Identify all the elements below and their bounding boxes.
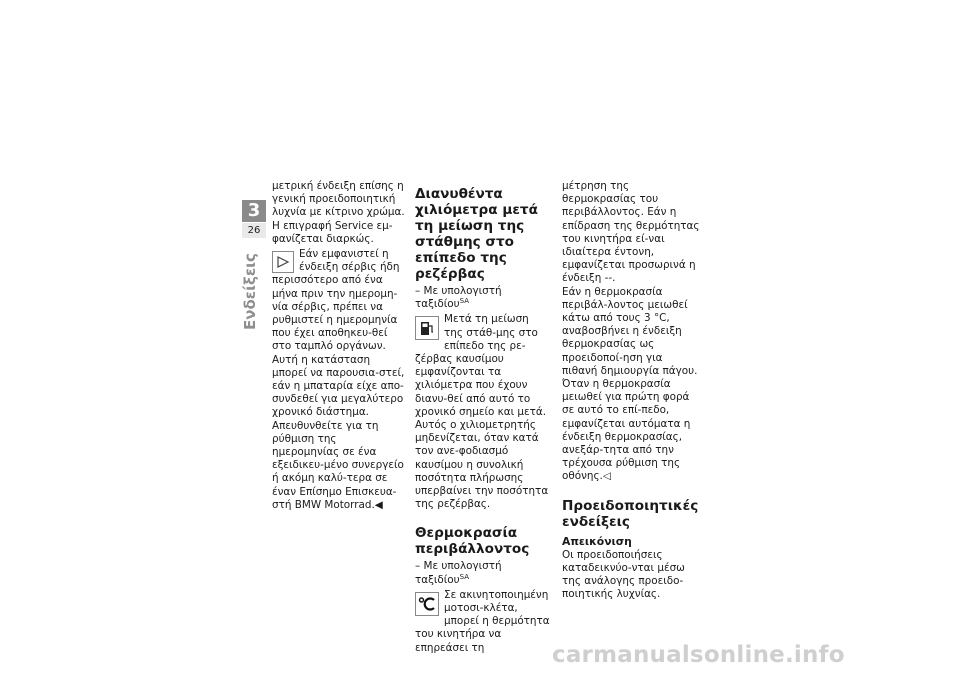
page-tab — [242, 200, 266, 238]
column-3 — [562, 180, 700, 601]
paragraph: Οι προειδοποιήσεις καταδεικνύο-νται μέσω της ανάλογης προειδο-ποιητικής λυχνίας. — [562, 548, 685, 601]
note-triangle-icon — [272, 251, 294, 273]
sa-marker: SA — [459, 572, 470, 581]
sa-marker: SA — [459, 297, 470, 306]
column-1 — [272, 180, 406, 512]
heading-ambient-temperature: Θερμοκρασία περιβάλλοντος — [415, 525, 530, 558]
heading-warnings: Προειδοποιητικές ενδείξεις — [562, 497, 699, 530]
chapter-number: 3 — [242, 200, 266, 222]
paragraph: Μετά τη μείωση της στάθ-μης στο επίπεδο της ρε-ζέρβας καυσίμου εμφανίζονται τα χιλιόμετρα που έχουν διανυ-θεί από αυτό το χρονικό σημείο και μετά. Αυτός ο χιλιομετρητής μηδενίζεται, όταν κατά τον ανε-φοδιασμό καυσίμου η συνολική ποσότητα πλήρωσης υπερβαίνει την ποσότητα της ρεζέρβας. — [415, 313, 549, 511]
accessory-note: – Με υπολογιστή ταξιδίου$^{SA}$ — [415, 560, 502, 586]
note-text: Εάν εμφανιστεί η ένδειξη σέρβις ήδη περισσότερο από ένα μήνα πριν την ημερομη-νία σέρβις, πρέπει να ρυθμιστεί η ημερομηνία που έχει αποθηκευ-θεί στο ταμπλό οργάνων. Αυτή η κατάσταση μπορεί να παρουσια-στεί, εάν η μπαταρία είχε απο-συνδεθεί για μεγαλύτερο χρονικό διάστημα. — [272, 248, 405, 419]
paragraph: Εάν η θερμοκρασία περιβάλ-λοντος μειωθεί κάτω από τους 3 °C, αναβοσβήνει η ένδειξη θερμοκρασίας ως προειδοποί-ηση για πιθανή δημιουργία πάγου. — [562, 285, 698, 377]
subheading-display: Απεικόνιση — [562, 534, 632, 548]
paragraph: Απευθυνθείτε για τη ρύθμιση της ημερομηνίας σε ένα εξειδικευ-μένο συνεργείο ή ακόμη καλύ-τερα σε έναν Επίσημο Επισκευα-στή BMW Motorrad. — [272, 419, 404, 511]
section-title: Ενδείξεις — [241, 253, 259, 330]
paragraph: Σε ακινητοποιημένη μοτοσι-κλέτα, μπορεί η θερμότητα του κινητήρα να επηρεάσει τη — [415, 588, 550, 654]
paragraph: μετρική ένδειξη επίσης η γενική προειδοποιητική λυχνία με κίτρινο χρώμα. Η επιγραφή Service εμ-φανίζεται διαρκώς. — [272, 180, 405, 245]
note-block — [272, 248, 406, 420]
end-mark-icon: ◀ — [374, 498, 383, 511]
heading-reserve-distance: Διανυθέντα χιλιόμετρα μετά τη μείωση της στάθμης στο επίπεδο της ρεζέρβας — [415, 186, 538, 282]
end-mark-icon: ◁ — [602, 470, 611, 483]
watermark: carmanualsonline.info — [552, 642, 845, 668]
paragraph: Όταν η θερμοκρασία μειωθεί για πρώτη φορά σε αυτό το επί-πεδο, εμφανίζεται αυτόματα η ένδειξη θερμοκρασίας, ανεξάρ-τητα από την τρέχουσα ρύθμιση της οθόνης. — [562, 378, 691, 483]
column-2 — [415, 180, 550, 655]
temperature-celsius-icon — [415, 592, 439, 616]
paragraph: μέτρηση της θερμοκρασίας του περιβάλλοντος. Εάν η επίδραση της θερμότητας του κινητήρα εί-ναι ιδιαίτερα έντονη, εμφανίζεται προσωρινά η ένδειξη --. — [562, 180, 700, 285]
fuel-block — [415, 313, 550, 511]
fuel-pump-icon — [415, 316, 439, 340]
temperature-block — [415, 589, 550, 655]
accessory-note: – Με υπολογιστή ταξιδίου$^{SA}$ — [415, 285, 502, 311]
page-number: 26 — [242, 223, 266, 238]
